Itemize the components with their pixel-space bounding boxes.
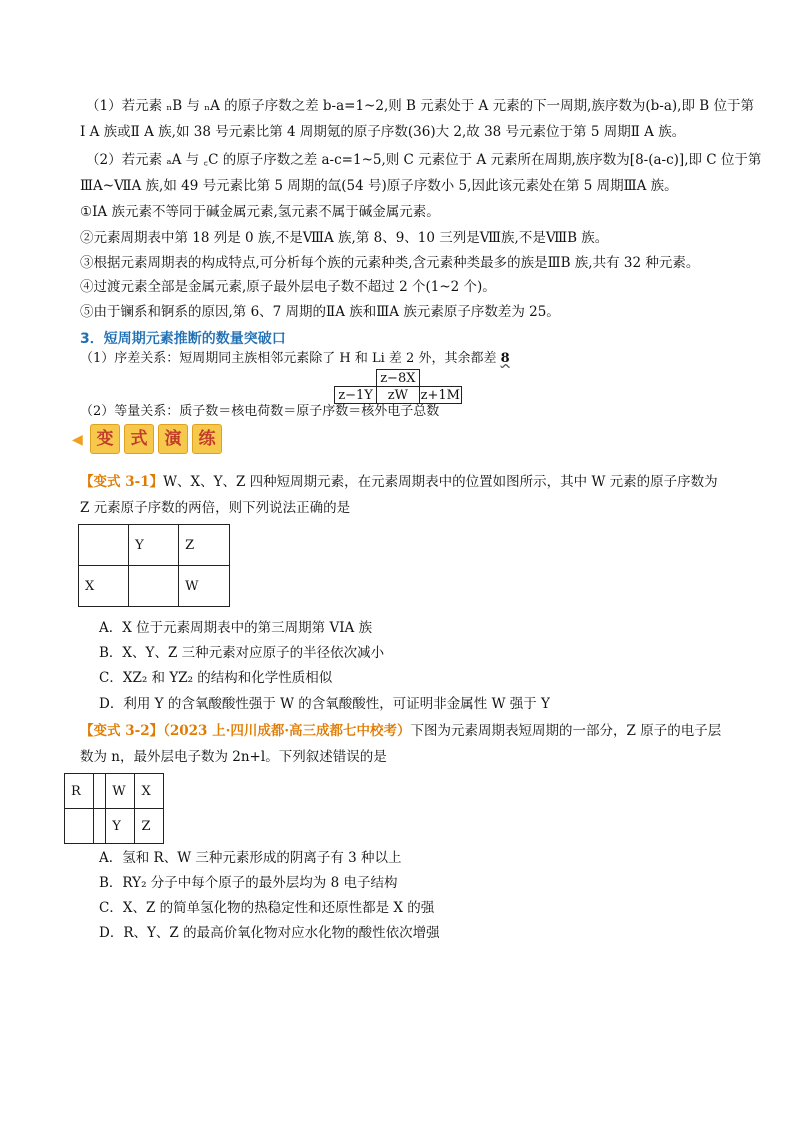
grid-top: z−8X xyxy=(377,370,420,387)
q2-cell xyxy=(65,809,94,844)
note-3: ③根据元素周期表的构成特点,可分析每个族的元素种类,含元素种类最多的族是ⅢB 族,共有 32 种元素。 xyxy=(80,255,700,271)
note-2: ②元素周期表中第 18 列是 0 族,不是ⅧA 族,第 8、9、10 三列是Ⅷ族,不是ⅧB 族。 xyxy=(80,230,609,246)
banner-char: 变 xyxy=(90,424,120,454)
q1-cell xyxy=(79,525,129,566)
diff-number: 8 xyxy=(500,351,510,366)
q1-stem-line2: Z 元素原子序数的两倍，则下列说法正确的是 xyxy=(80,500,351,516)
q2-source: （2023 上·四川成都·高三成都七中校考） xyxy=(163,723,411,739)
diff-relation-text: （1）序差关系：短周期同主族相邻元素除了 H 和 Li 差 2 外，其余都差 xyxy=(80,351,497,366)
q1-cell xyxy=(129,566,179,607)
q2-tag: 【变式 3-2】 xyxy=(80,723,164,739)
q2-cell: X xyxy=(135,774,164,809)
q1-option-d: D．利用 Y 的含氧酸酸性强于 W 的含氧酸酸性，可证明非金属性 W 强于 Y xyxy=(99,696,550,712)
grid-right: z+1M xyxy=(420,387,460,403)
q2-option-d: D．R、Y、Z 的最高价氧化物对应水化物的酸性依次增强 xyxy=(99,925,440,941)
speaker-icon: ◀ xyxy=(72,432,83,448)
para1-line2: Ⅰ A 族或Ⅱ A 族,如 38 号元素比第 4 周期氪的原子序数(36)大 2,故 38 号元素位于第 5 周期Ⅱ A 族。 xyxy=(80,124,686,140)
q1-cell: X xyxy=(79,566,129,607)
q2-cell: R xyxy=(65,774,94,809)
q2-table xyxy=(64,773,164,844)
banner-char: 练 xyxy=(192,424,222,454)
q1-tag: 【变式 3-1】 xyxy=(80,474,164,490)
q2-option-b: B．RY₂ 分子中每个原子的最外层均为 8 电子结构 xyxy=(99,875,398,891)
q1-cell: Y xyxy=(129,525,179,566)
q2-stem-line2: 数为 n，最外层电子数为 2n+l。下列叙述错误的是 xyxy=(80,749,387,765)
note-4: ④过渡元素全部是金属元素,原子最外层电子数不超过 2 个(1~2 个)。 xyxy=(80,279,496,295)
q1-option-c: C．XZ₂ 和 YZ₂ 的结构和化学性质相似 xyxy=(99,670,333,686)
banner-char: 演 xyxy=(158,424,188,454)
q2-stem-line1 xyxy=(80,721,721,741)
para2-line1: （2）若元素 ₐA 与 ꜀C 的原子序数之差 a-c=1~5,则 C 元素位于 A 元素所在周期,族序数为[8-(a-c)],即 C 位于第 xyxy=(86,152,762,168)
grid-mid: zW xyxy=(377,387,420,404)
q2-cell: Z xyxy=(135,809,164,844)
q2-cell xyxy=(93,774,106,809)
para1-line1: （1）若元素 ₙB 与 ₙA 的原子序数之差 b-a=1~2,则 B 元素处于 A 元素的下一周期,族序数为(b-a),即 B 位于第 xyxy=(86,98,754,114)
q1-cell: Z xyxy=(179,525,230,566)
banner-char: 式 xyxy=(124,424,154,454)
q2-cell: W xyxy=(106,774,135,809)
para2-line2: ⅢA~ⅦA 族,如 49 号元素比第 5 周期的氙(54 号)原子序数小 5,因此该元素处在第 5 周期ⅢA 族。 xyxy=(80,178,678,194)
q1-cell: W xyxy=(179,566,230,607)
q2-cell xyxy=(93,809,106,844)
equal-relation: （2）等量关系：质子数＝核电荷数＝原子序数＝核外电子总数 xyxy=(80,404,440,419)
practice-banner xyxy=(72,421,222,457)
q2-stem1: 下图为元素周期表短周期的一部分，Z 原子的电子层 xyxy=(410,723,722,739)
seq-grid xyxy=(334,369,462,404)
q2-option-a: A．氢和 R、W 三种元素形成的阴离子有 3 种以上 xyxy=(99,850,402,866)
q1-option-a: A．X 位于元素周期表中的第三周期第 VIA 族 xyxy=(99,620,373,636)
q1-table xyxy=(78,524,230,607)
note-5: ⑤由于镧系和锕系的原因,第 6、7 周期的ⅡA 族和ⅢA 族元素原子序数差为 25。 xyxy=(80,304,560,320)
q2-cell: Y xyxy=(106,809,135,844)
section-title: 3．短周期元素推断的数量突破口 xyxy=(80,331,286,347)
grid-left: z−1Y xyxy=(335,387,377,404)
diff-relation xyxy=(80,349,510,369)
note-1: ①ⅠA 族元素不等同于碱金属元素,氢元素不属于碱金属元素。 xyxy=(80,204,440,220)
q1-option-b: B．X、Y、Z 三种元素对应原子的半径依次减小 xyxy=(99,645,385,661)
q1-stem1: W、X、Y、Z 四种短周期元素，在元素周期表中的位置如图所示，其中 W 元素的原子序数为 xyxy=(163,474,718,490)
q2-option-c: C．X、Z 的简单氢化物的热稳定性和还原性都是 X 的强 xyxy=(99,900,435,916)
q1-stem-line1 xyxy=(80,472,718,492)
